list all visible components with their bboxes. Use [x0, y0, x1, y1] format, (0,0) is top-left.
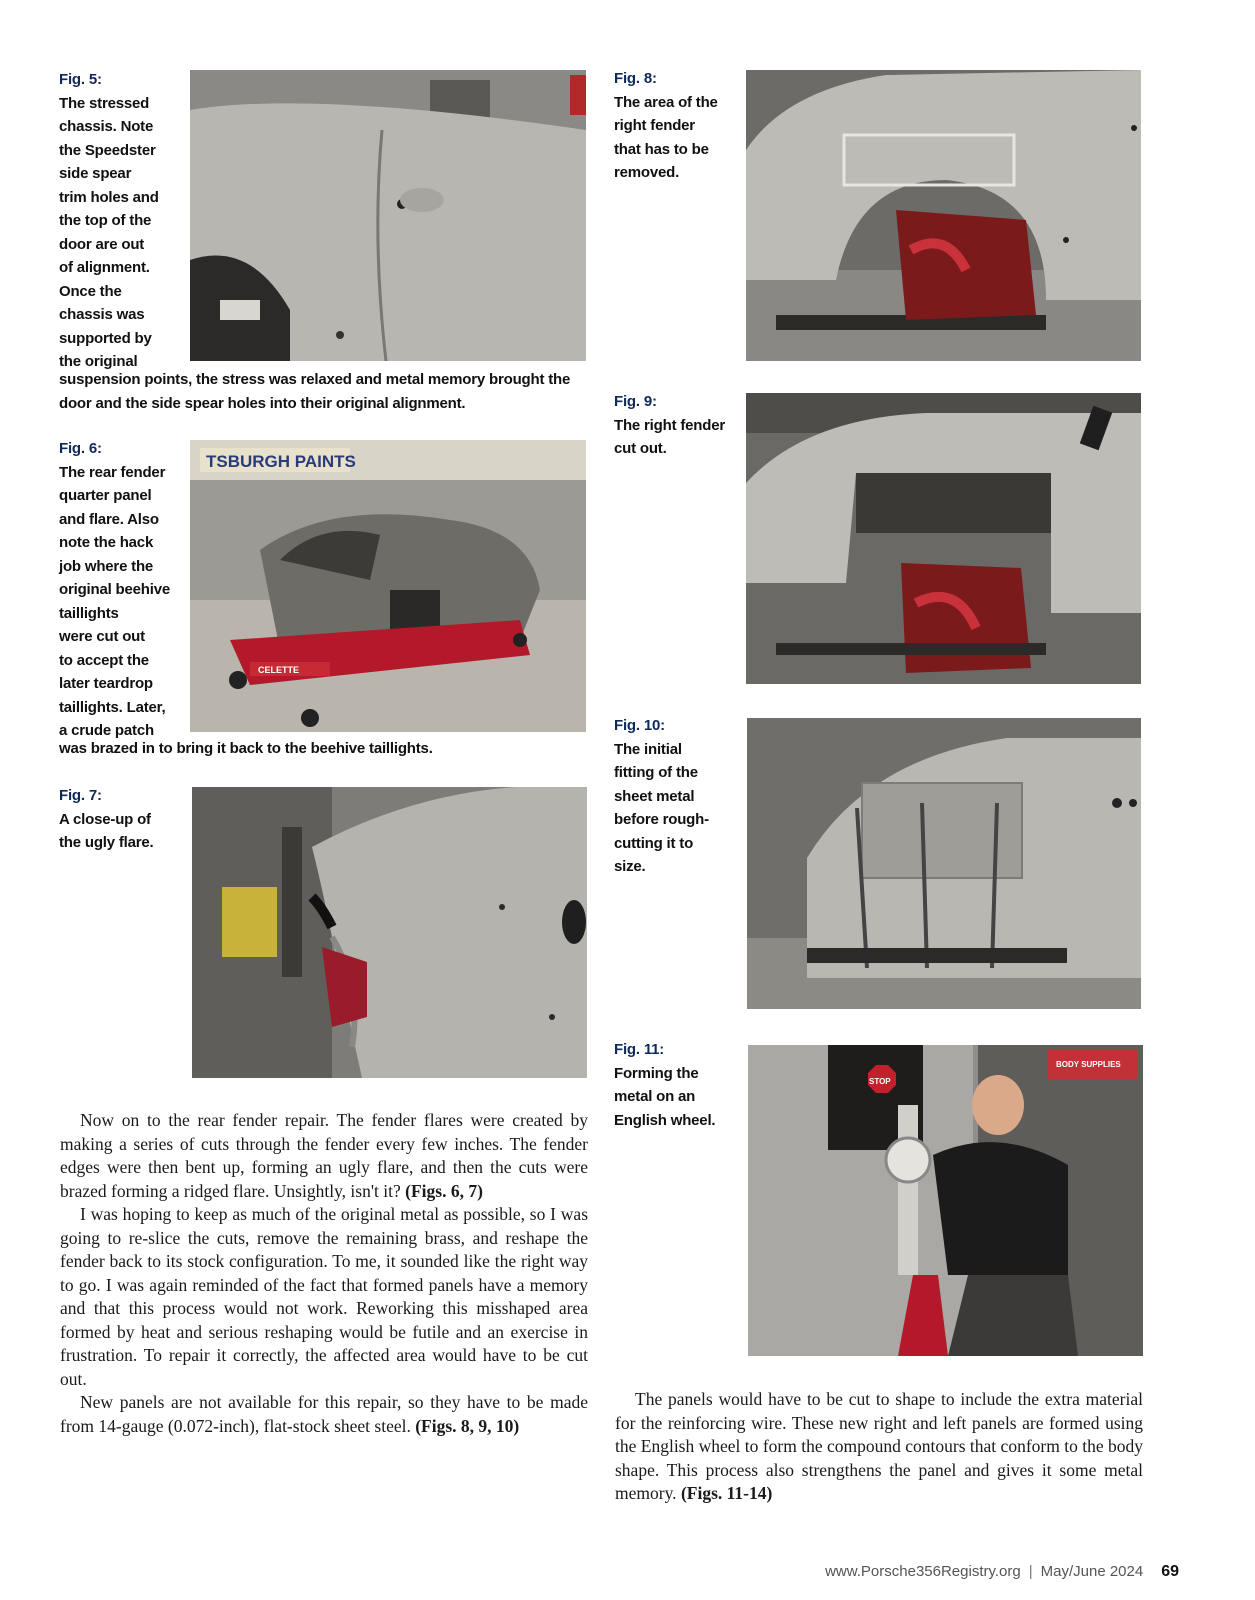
- article-paragraph: I was hoping to keep as much of the original metal as possible, so I was going to re-slice the cuts, remove the remaining brass, and reshape the fender back to its stock configuration. To me, it sounded like the right way to go. I was again reminded of the fact that formed panels have a memory and that this process would not work. Reworking this misshaped area formed by heat and serious reshaping would be futile and an exercise in frustration. To repair it correctly, the affected area would have to be cut out.: [60, 1204, 588, 1389]
- sheet-metal-fitting-image: [747, 718, 1141, 1009]
- chassis-side-image: [190, 70, 586, 361]
- fig6-photo: [190, 440, 586, 732]
- right-fender-image: [746, 70, 1141, 361]
- fig7-photo: [192, 787, 587, 1078]
- article-paragraph: New panels are not available for this repair, so they have to be made from 14-gauge (0.072-inch), flat-stock sheet steel. (Figs. 8, 9, 10): [60, 1392, 588, 1436]
- page-footer: www.Porsche356Registry.org | May/June 2024 69: [825, 1563, 1179, 1580]
- english-wheel-image: [748, 1045, 1143, 1356]
- fig8-caption: Fig. 8: The area of the right fender that has to be removed.: [614, 67, 744, 185]
- article-left-column: [60, 1109, 588, 1438]
- fig7-label: Fig. 7:: [59, 787, 102, 804]
- rear-quarter-image: [190, 440, 586, 732]
- article-paragraph: Now on to the rear fender repair. The fender flares were created by making a series of cuts through the fender every few inches. The fender edges were then bent up, forming an ugly flare, and then the cuts were brazed forming a ridged flare. Unsightly, isn't it? (Figs. 6, 7): [60, 1110, 588, 1201]
- dolly-brand-text: CELETTE: [258, 665, 300, 675]
- fig8-label: Fig. 8:: [614, 70, 657, 87]
- fig11-label: Fig. 11:: [614, 1041, 665, 1058]
- fig5-label: Fig. 5:: [59, 71, 102, 88]
- fig11-photo: [748, 1045, 1143, 1356]
- fig5-caption: Fig. 5: The stressed chassis. Note the Speedster side spear trim holes and the top of the door are out of alignment. Once the chassis was supported by the original: [59, 68, 189, 374]
- body-supplies-text: BODY SUPPLIES: [1056, 1060, 1121, 1069]
- footer-url[interactable]: www.Porsche356Registry.org: [825, 1563, 1021, 1580]
- fig10-photo: [747, 718, 1141, 1009]
- page-number: 69: [1161, 1563, 1179, 1580]
- fig6-caption: Fig. 6: The rear fender quarter panel and flare. Also note the hack job where the original beehive taillights were cut out to accept the later teardrop taillights. Later, a crude patch: [59, 437, 189, 743]
- fender-cutout-image: [746, 393, 1141, 684]
- fig9-caption: Fig. 9: The right fender cut out.: [614, 390, 744, 461]
- fig9-photo: [746, 393, 1141, 684]
- fig9-label: Fig. 9:: [614, 393, 657, 410]
- flare-closeup-image: [192, 787, 587, 1078]
- shop-sign-text: TSBURGH PAINTS: [206, 452, 356, 471]
- fig6-label: Fig. 6:: [59, 440, 102, 457]
- fig11-caption: Fig. 11: Forming the metal on an English wheel.: [614, 1038, 744, 1132]
- article-paragraph: The panels would have to be cut to shape to include the extra material for the reinforcing wire. These new right and left panels are formed using the English wheel to form the compound contours that conform to the body shape. This process also strengthens the panel and gives it some metal memory. (Figs. 11-14): [615, 1389, 1143, 1503]
- footer-issue: May/June 2024: [1040, 1563, 1144, 1580]
- fig5-caption-continued: suspension points, the stress was relaxed and metal memory brought the door and the side spear holes into their original alignment.: [59, 371, 571, 412]
- fig10-caption: Fig. 10: The initial fitting of the sheet metal before rough- cutting it to size.: [614, 714, 744, 879]
- fig8-photo: [746, 70, 1141, 361]
- stop-sign-text: STOP: [869, 1077, 891, 1086]
- fig5-photo: [190, 70, 586, 361]
- fig6-caption-continued: was brazed in to bring it back to the beehive taillights.: [59, 740, 433, 757]
- fig10-label: Fig. 10:: [614, 717, 665, 734]
- fig7-caption: Fig. 7: A close-up of the ugly flare.: [59, 784, 189, 855]
- article-right-column: [615, 1388, 1143, 1506]
